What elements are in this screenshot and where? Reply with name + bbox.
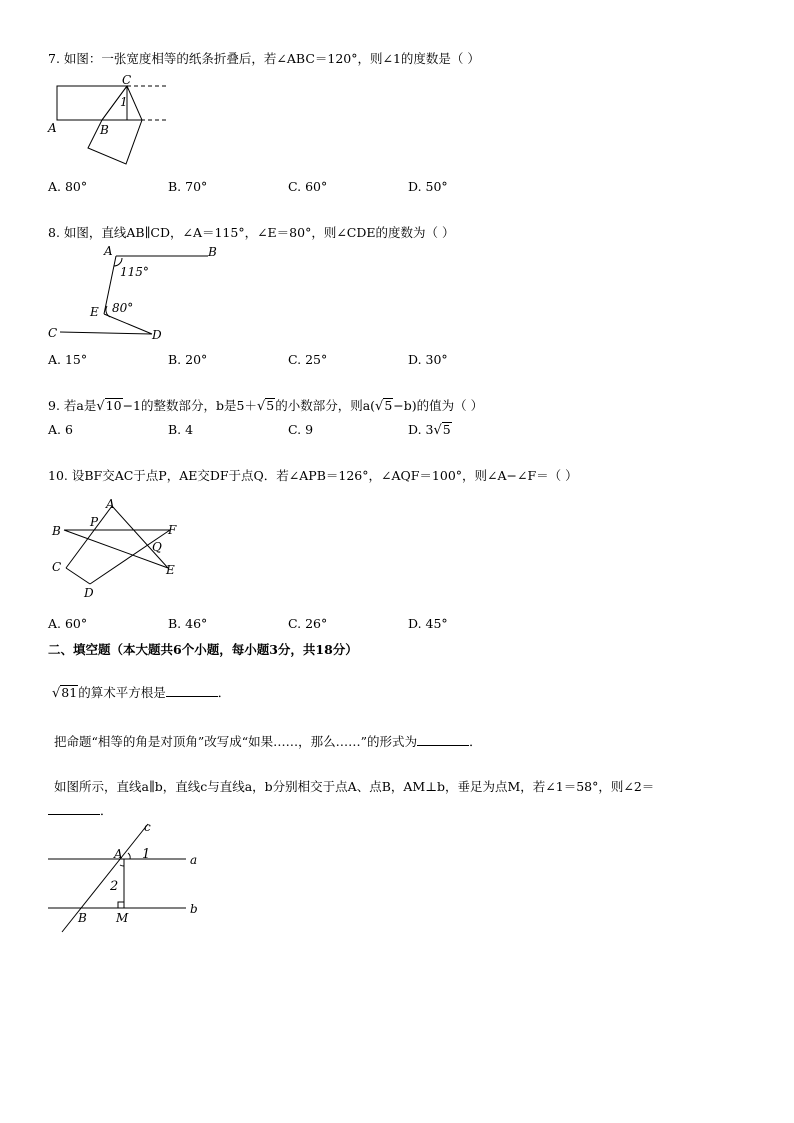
q8-option-d: D. 30° bbox=[408, 352, 448, 367]
q9-option-d bbox=[408, 422, 452, 439]
fill1-end: ． bbox=[217, 685, 231, 700]
q10-option-b: B. 46° bbox=[168, 616, 208, 631]
q8-stem: 8. 如图，直线AB∥CD，∠A＝115°，∠E＝80°，则∠CDE的度数为（ ） bbox=[48, 225, 455, 240]
q7-option-a: A. 80° bbox=[48, 179, 88, 194]
fill3-angle-1-arc bbox=[128, 853, 130, 859]
q10-label-a: A bbox=[106, 497, 115, 511]
q8-label-115: 115° bbox=[120, 265, 149, 279]
q8-figure bbox=[44, 242, 234, 342]
q7-figure bbox=[44, 72, 174, 168]
q10-label-c: C bbox=[52, 560, 62, 574]
q10-label-f: F bbox=[168, 523, 177, 537]
right-angle-icon bbox=[118, 902, 124, 908]
fill3-end: ． bbox=[100, 803, 113, 818]
q10-option-a: A. 60° bbox=[48, 616, 88, 631]
q9-stem bbox=[48, 398, 483, 415]
q10-label-b: B bbox=[52, 524, 61, 538]
q8-label-c: C bbox=[48, 326, 58, 340]
q7-option-b: B. 70° bbox=[168, 179, 208, 194]
fill3-label-c: c bbox=[144, 820, 151, 834]
q9-stem-pre: 9. 若a是 bbox=[48, 398, 97, 413]
q8-label-a: A bbox=[104, 244, 113, 258]
fill3-label-a: a bbox=[190, 853, 198, 867]
q8-option-b: B. 20° bbox=[168, 352, 208, 367]
q9-option-d-pre: D. 3 bbox=[408, 422, 434, 437]
fill3-label-M: M bbox=[116, 911, 129, 925]
fill1-radicand: 81 bbox=[61, 685, 78, 700]
q10-label-d: D bbox=[84, 586, 94, 600]
answer-blank[interactable] bbox=[48, 802, 100, 815]
radical-icon: √ bbox=[52, 686, 61, 701]
fill3-line-c bbox=[62, 824, 151, 932]
answer-blank[interactable] bbox=[166, 684, 218, 697]
q10-option-d: D. 45° bbox=[408, 616, 448, 631]
q9-option-b: B. 4 bbox=[168, 422, 194, 437]
q10-label-e: E bbox=[166, 563, 175, 577]
fill3-label-B: B bbox=[78, 911, 87, 925]
radical-icon: √ bbox=[433, 423, 442, 438]
q7-label-a: A bbox=[48, 121, 57, 135]
fill3-label-1: 1 bbox=[142, 847, 151, 862]
q7-stem: 7. 如图：一张宽度相等的纸条折叠后，若∠ABC＝120°，则∠1的度数是（ ） bbox=[48, 51, 480, 66]
fill3-label-A: A bbox=[114, 847, 123, 861]
fill1-text: 的算术平方根是 bbox=[78, 685, 166, 700]
fill2-end: ． bbox=[469, 734, 482, 749]
fill3-label-b: b bbox=[190, 902, 198, 916]
q10-line-ac bbox=[66, 506, 112, 568]
q10-stem: 10. 设BF交AC于点P，AE交DF于点Q．若∠APB＝126°，∠AQF＝100°，则∠A−∠F＝（ ） bbox=[48, 468, 578, 483]
q10-line-cd bbox=[66, 568, 90, 584]
q7-option-d: D. 50° bbox=[408, 179, 448, 194]
section-heading: 二、填空题（本大题共6个小题，每小题3分，共18分） bbox=[48, 642, 358, 657]
q9-option-d-radicand: 5 bbox=[442, 422, 451, 437]
fill3-stem: 如图所示，直线a∥b，直线c与直线a，b分别相交于点A、点B，AM⊥b，垂足为点M，若∠1＝58°，则∠2＝ bbox=[54, 779, 655, 794]
q9-stem-post: −b)的值为（ ） bbox=[393, 398, 484, 413]
q9-stem-mid1: −1的整数部分，b是5＋ bbox=[122, 398, 257, 413]
q10-label-q: Q bbox=[152, 540, 162, 554]
fill2-text: 把命题“相等的角是对顶角”改写成“如果……，那么……”的形式为 bbox=[54, 734, 418, 749]
q7-label-1: 1 bbox=[120, 95, 128, 109]
q8-label-80: 80° bbox=[112, 301, 134, 315]
q7-option-c: C. 60° bbox=[288, 179, 328, 194]
q9-radicand-1: 10 bbox=[105, 398, 122, 413]
q7-label-c: C bbox=[122, 73, 132, 87]
q9-radicand-2: 5 bbox=[266, 398, 275, 413]
q9-option-a: A. 6 bbox=[48, 422, 73, 437]
fill3-figure bbox=[44, 818, 214, 938]
radical-icon: √ bbox=[96, 399, 105, 414]
fill3-label-2: 2 bbox=[110, 879, 119, 894]
answer-blank[interactable] bbox=[417, 733, 469, 746]
q8-label-e: E bbox=[90, 305, 99, 319]
q9-option-c: C. 9 bbox=[288, 422, 314, 437]
q8-option-a: A. 15° bbox=[48, 352, 88, 367]
q8-line-cd bbox=[60, 332, 152, 334]
fill3-angle-2-arc bbox=[120, 865, 124, 866]
radical-icon: √ bbox=[256, 399, 266, 414]
q10-option-c: C. 26° bbox=[288, 616, 328, 631]
q8-segment-ed bbox=[104, 314, 152, 334]
q7-folded-part bbox=[88, 86, 142, 164]
q8-label-b: B bbox=[208, 245, 217, 259]
q9-stem-mid2: 的小数部分，则a( bbox=[275, 398, 376, 413]
radical-icon: √ bbox=[375, 399, 384, 414]
q8-option-c: C. 25° bbox=[288, 352, 328, 367]
q8-label-d: D bbox=[152, 328, 162, 342]
q10-figure bbox=[44, 494, 194, 604]
q7-label-b: B bbox=[100, 123, 109, 137]
q7-strip-left bbox=[57, 86, 127, 120]
fill3-answer-line bbox=[48, 802, 113, 819]
q10-label-p: P bbox=[90, 515, 99, 529]
fill2-stem bbox=[54, 733, 482, 750]
fill1-stem bbox=[52, 684, 230, 702]
q9-radicand-3: 5 bbox=[384, 398, 393, 413]
